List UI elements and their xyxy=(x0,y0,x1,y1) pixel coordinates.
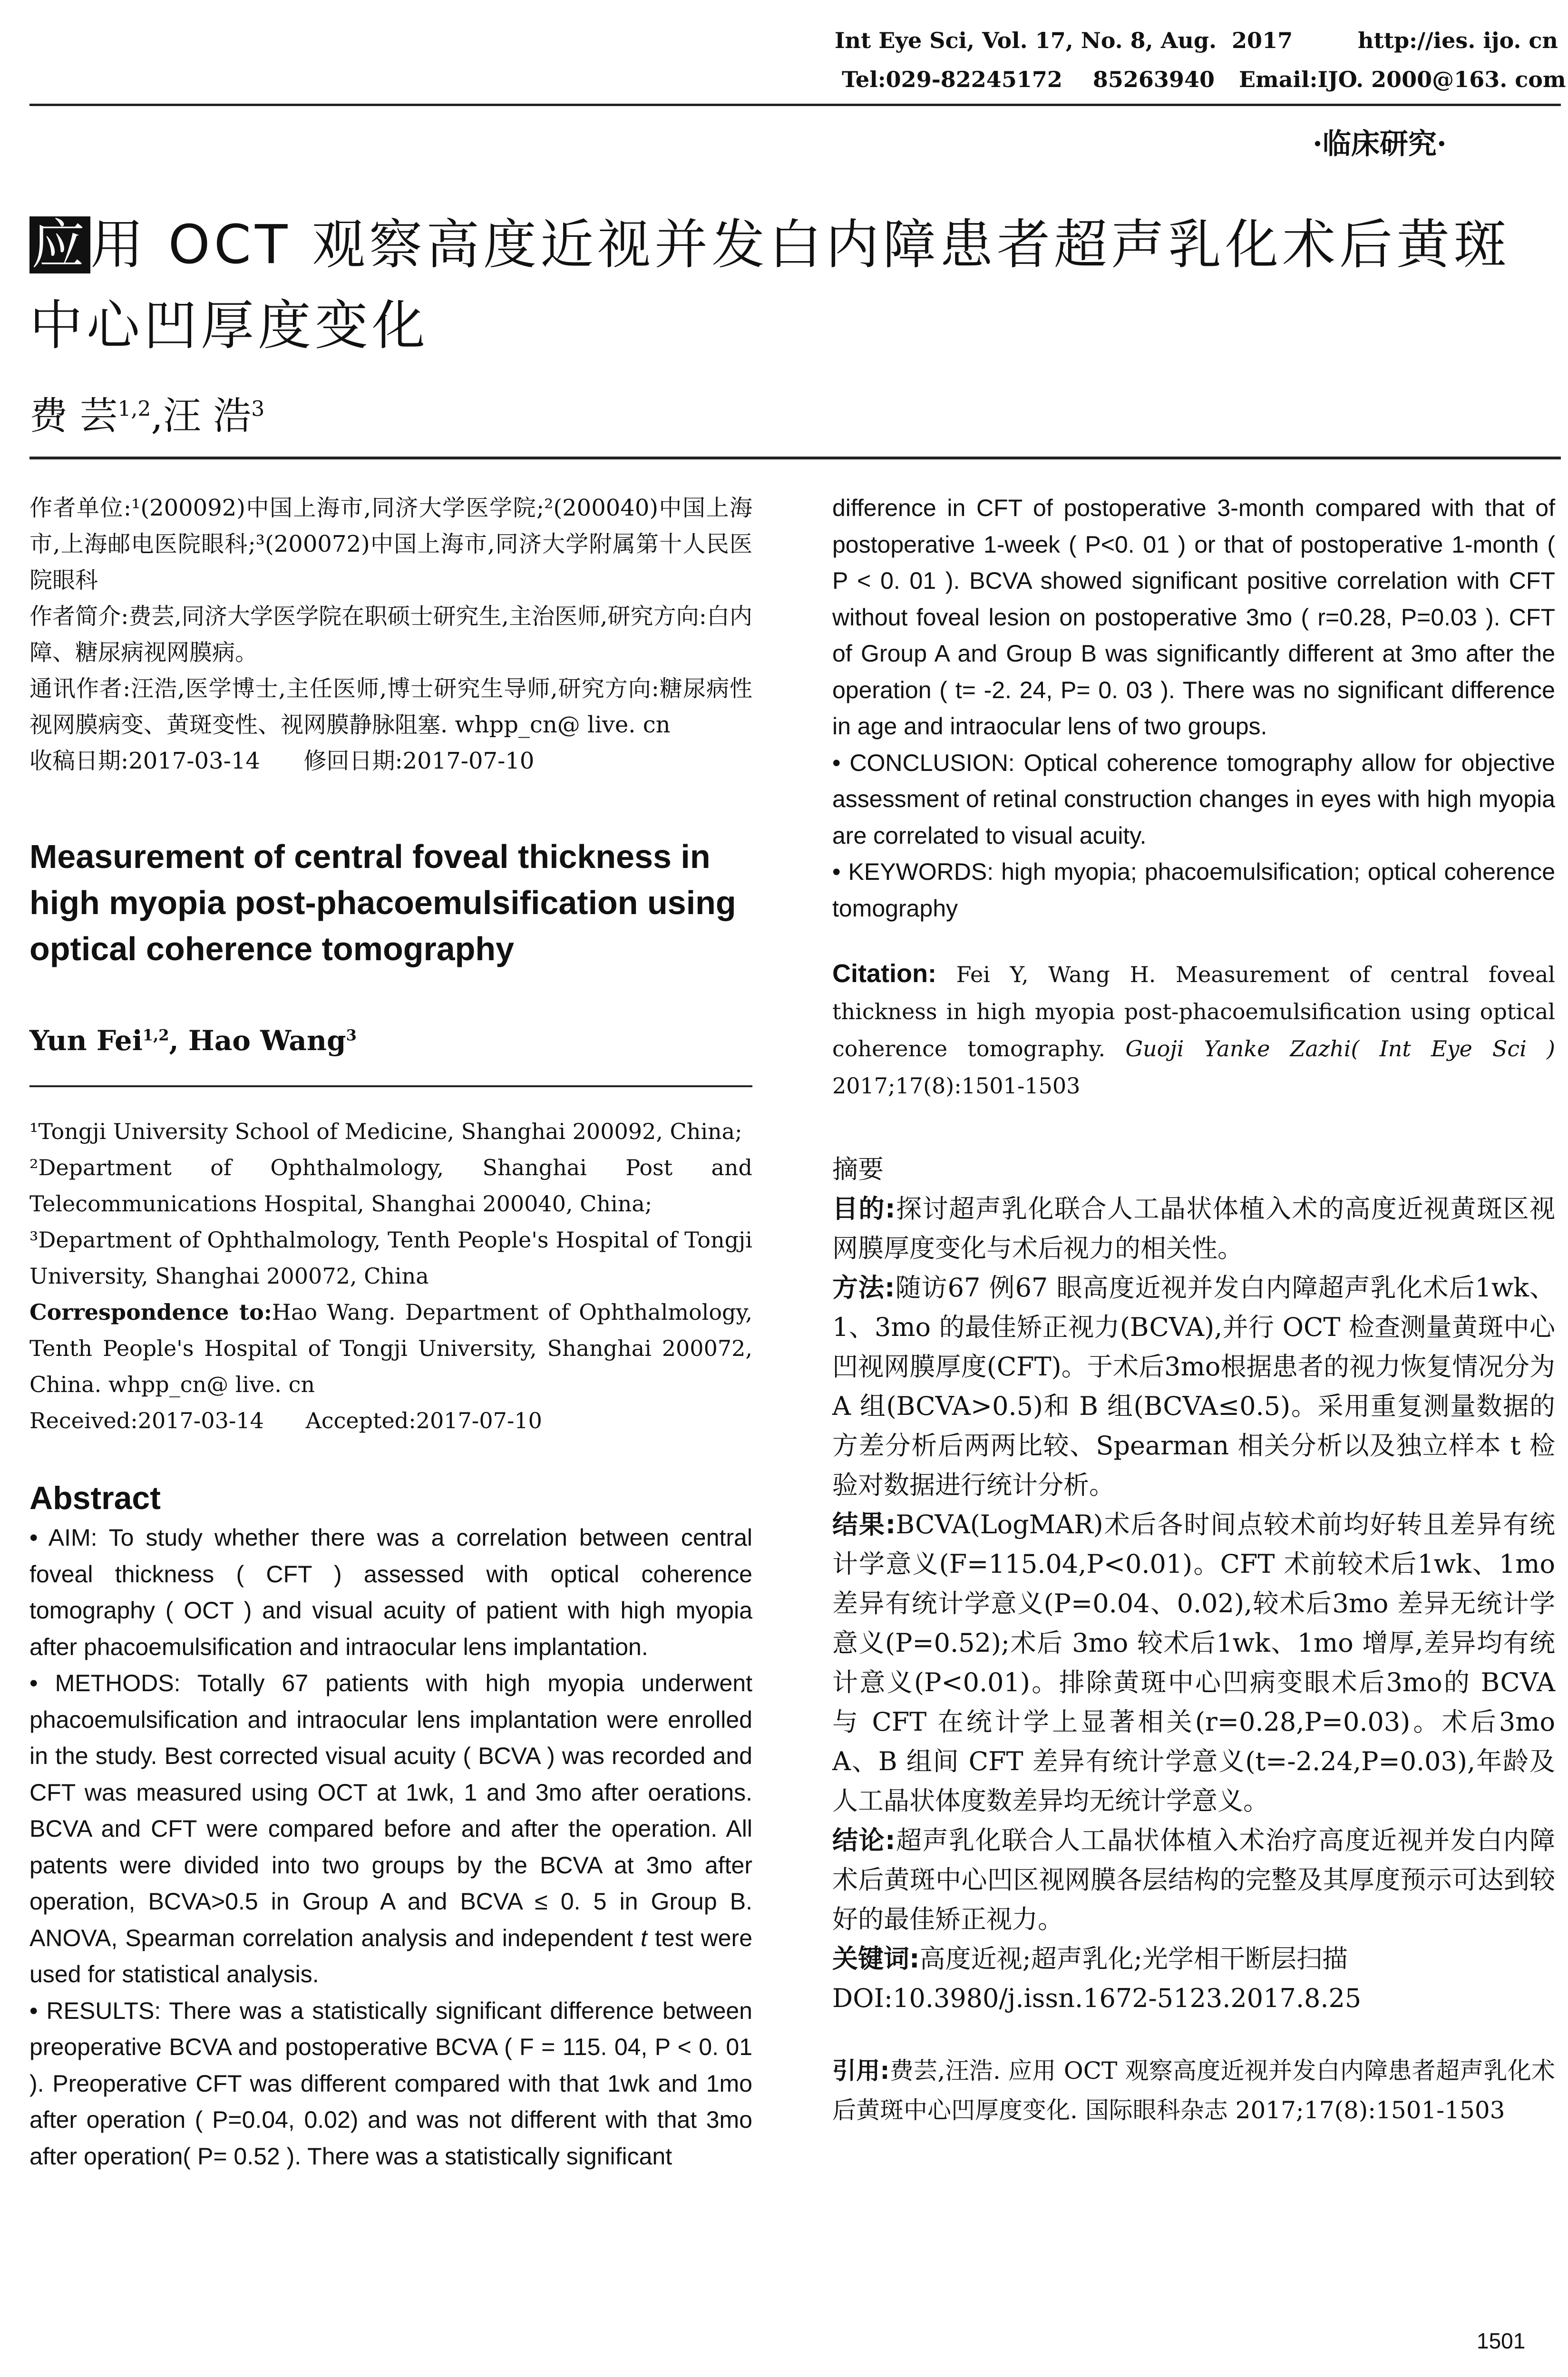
abstract-cn-aim-text: 探讨超声乳化联合人工晶状体植入术的高度近视黄斑区视网膜厚度变化与术后视力的相关性。 xyxy=(832,1194,1555,1263)
correspondence-text: Hao Wang. Department of Ophthalmology, Tenth People's Hospital of Tongji University, Shanghai 200072, China. whpp_cn@ live. cn xyxy=(29,1299,752,1397)
citation-label: Citation: xyxy=(832,959,936,988)
correspondence-label: Correspondence to: xyxy=(29,1299,272,1325)
abstract-en-left xyxy=(29,1520,752,2174)
abstract-aim: • AIM: To study whether there was a correlation between central foveal thickness ( CFT ) assessed with optical coherence tomography ( OCT ) and visual acuity of patient with high myopia after phacoemulsification and intraocular lens implantation. xyxy=(29,1524,752,1660)
section-tag: ·临床研究· xyxy=(1313,127,1447,161)
affiliations-en xyxy=(29,1113,752,1403)
author-correspondence: 通讯作者:汪浩,医学博士,主任医师,博士研究生导师,研究方向:糖尿病性视网膜病变、黄斑变性、视网膜静脉阻塞. whpp_cn@ live. cn xyxy=(29,675,752,738)
citation-text-a: Fei Y, Wang H. Measurement of central foveal thickness in high myopia post-phacoemulsification using optical coherence tomography. xyxy=(832,962,1555,1062)
author-info-cn xyxy=(29,490,752,743)
title-rest: 用 OCT 观察高度近视并发白内障患者超声乳化术后黄斑中心凹厚度变化 xyxy=(29,214,1510,357)
authors-rule xyxy=(29,1085,752,1087)
abstract-cn-conclusion xyxy=(832,1821,1555,1939)
author-units: 作者单位:¹(200092)中国上海市,同济大学医学院;²(200040)中国上海市,上海邮电医院眼科;³(200072)中国上海市,同济大学附属第十人民医院眼科 xyxy=(29,495,752,594)
page-number: 1501 xyxy=(1477,2328,1526,2353)
left-column xyxy=(29,490,752,2174)
abstract-cn-keywords-label: 关键词: xyxy=(832,1944,920,1974)
author-cn-2-sup: 3 xyxy=(251,397,265,421)
abstract-cn-methods xyxy=(832,1268,1555,1505)
affiliation-1: ¹Tongji University School of Medicine, Shanghai 200092, China; xyxy=(29,1119,742,1144)
citation-cn-label: 引用: xyxy=(832,2057,890,2085)
dates-cn: 收稿日期:2017-03-14 修回日期:2017-07-10 xyxy=(29,748,535,774)
authors-cn xyxy=(29,385,264,440)
abstract-cn-aim-label: 目的: xyxy=(832,1194,896,1224)
citation-cn-text: 费芸,汪浩. 应用 OCT 观察高度近视并发白内障患者超声乳化术后黄斑中心凹厚度变化. 国际眼科杂志 2017;17(8):1501-1503 xyxy=(832,2057,1555,2124)
journal-tel: Tel:029-82245172 85263940 xyxy=(842,67,1215,92)
abstract-methods xyxy=(29,1665,752,1993)
abstract-methods-b: test were used for statistical analysis. xyxy=(29,1924,753,1987)
author-bio: 作者简介:费芸,同济大学医学院在职硕士研究生,主治医师,研究方向:白内障、糖尿病视网膜病。 xyxy=(29,603,752,666)
abstract-cn-aim xyxy=(832,1189,1555,1268)
citation-text-b: 2017;17(8):1501-1503 xyxy=(832,1073,1081,1099)
abstract-conclusion: • CONCLUSION: Optical coherence tomography allow for objective assessment of retinal construction changes in eyes with high myopia are correlated to visual acuity. xyxy=(832,749,1555,849)
abstract-methods-t: t xyxy=(641,1924,647,1951)
author-en-2: Hao Wang xyxy=(188,1024,346,1057)
received-dates: Received:2017-03-14 Accepted:2017-07-10 xyxy=(29,1408,542,1433)
abstract-cn-keywords-text: 高度近视;超声乳化;光学相干断层扫描 xyxy=(919,1944,1348,1974)
title-en: Measurement of central foveal thickness in high myopia post-phacoemulsification using optical coherence tomography xyxy=(29,838,736,967)
journal-email: Email:IJO. 2000@163. com xyxy=(1239,67,1566,92)
abstract-methods-a: • METHODS: Totally 67 patients with high myopia underwent phacoemulsification and intraocular lens implantation were enrolled in the study. Best corrected visual acuity ( BCVA ) was recorded and CFT was measured using OCT at 1wk, 1 and 3mo after oerations. BCVA and CFT were compared before and after the operation. All patents were divided into two groups by the BCVA at 3mo after operation, BCVA>0.5 in Group A and BCVA ≤ 0. 5 in Group B. ANOVA, Spearman correlation analysis and independent xyxy=(29,1670,752,1951)
abstract-cn-conclusion-label: 结论: xyxy=(832,1825,896,1855)
abstract-cn-heading: 摘要 xyxy=(832,1154,884,1184)
authors-en xyxy=(29,1024,752,1057)
abstract-cn-results-text: BCVA(LogMAR)术后各时间点较术前均好转且差异有统计学意义(F=115.04,P<0.01)。CFT 术前较术后1wk、1mo 差异有统计学意义(P=0.04、0.02),较术后3mo 差异无统计学意义(P=0.52);术后 3mo 较术后1wk、1mo 增厚,差异均有统计意义(P<0.01)。排除黄斑中心凹病变眼术后3mo的 BCVA 与 CFT 在统计学上显著相关(r=0.28,P=0.03)。术后3mo A、B 组间 CFT 差异有统计学意义(t=-2.24,P=0.03),年龄及人工晶状体度数差异均无统计学意义。 xyxy=(832,1510,1555,1816)
author-en-1: Yun Fei xyxy=(29,1024,143,1057)
affiliation-2: ²Department of Ophthalmology, Shanghai Post and Telecommunications Hospital, Shanghai 200040, China; xyxy=(29,1155,752,1217)
title-first-char: 应 xyxy=(29,216,90,273)
author-en-1-sup: 1,2 xyxy=(142,1026,169,1044)
abstract-results-right: difference in CFT of postoperative 3-month compared with that of postoperative 1-week ( P<0. 01 ) or that of postoperative 1-month ( P < 0. 01 ). BCVA showed significant positive correlation with CFT without foveal lesion on postoperative 3mo ( r=0.28, P=0.03 ). CFT of Group A and Group B was significantly different at 3mo after the operation ( t= -2. 24, P= 0. 03 ). There was no significant difference in age and intraocular lens of two groups. xyxy=(832,495,1555,740)
title-cn xyxy=(29,205,1551,366)
journal-issue: Int Eye Sci, Vol. 17, No. 8, Aug. 2017 xyxy=(835,28,1293,53)
citation-en xyxy=(832,955,1555,1104)
abstract-cn-conclusion-text: 超声乳化联合人工晶状体植入术治疗高度近视并发白内障术后黄斑中心凹区视网膜各层结构的完整及其厚度预示可达到较好的最佳矫正视力。 xyxy=(832,1825,1555,1934)
abstract-cn-results-label: 结果: xyxy=(832,1510,896,1539)
abstract-heading: Abstract xyxy=(29,1480,161,1516)
abstract-cn-results xyxy=(832,1505,1555,1821)
author-cn-2: 汪 浩 xyxy=(163,394,252,438)
author-cn-separator: , xyxy=(151,394,163,438)
journal-website: http://ies. ijo. cn xyxy=(1358,28,1558,53)
author-en-2-sup: 3 xyxy=(346,1026,357,1044)
abstract-en-right xyxy=(832,490,1555,926)
citation-journal: Guoji Yanke Zazhi( Int Eye Sci ) xyxy=(1125,1036,1555,1062)
abstract-cn-methods-text: 随访67 例67 眼高度近视并发白内障超声乳化术后1wk、1、3mo 的最佳矫正视力(BCVA),并行 OCT 检查测量黄斑中心凹视网膜厚度(CFT)。于术后3mo根据患者的视力恢复情况分为 A 组(BCVA>0.5)和 B 组(BCVA≤0.5)。采用重复测量数据的方差分析后两两比较、Spearman 相关分析以及独立样本 t 检验对数据进行统计分析。 xyxy=(832,1273,1555,1500)
author-en-separator: , xyxy=(169,1024,188,1057)
abstract-keywords: • KEYWORDS: high myopia; phacoemulsification; optical coherence tomography xyxy=(832,858,1555,922)
abstract-cn xyxy=(832,1150,1555,2018)
right-column xyxy=(832,490,1555,2130)
correspondence-en xyxy=(29,1294,752,1403)
doi: DOI:10.3980/j.issn.1672-5123.2017.8.25 xyxy=(832,1983,1362,2013)
affiliation-3: ³Department of Ophthalmology, Tenth People's Hospital of Tongji University, Shanghai 200072, China xyxy=(29,1227,752,1289)
title-rule xyxy=(29,457,1561,459)
author-cn-1: 费 芸 xyxy=(29,394,118,438)
citation-cn xyxy=(832,2051,1555,2130)
abstract-cn-methods-label: 方法: xyxy=(832,1273,895,1303)
abstract-cn-keywords xyxy=(832,1939,1555,1978)
abstract-results-left: • RESULTS: There was a statistically significant difference between preoperative BCVA and postoperative BCVA ( F = 115. 04, P < 0. 01 ). Preoperative CFT was different compared with that 1wk and 1mo after operation ( P=0.04, 0.02) and was not different with that 3mo after operation( P= 0.52 ). There was a statistically significant xyxy=(29,1997,752,2170)
author-cn-1-sup: 1,2 xyxy=(117,397,151,421)
